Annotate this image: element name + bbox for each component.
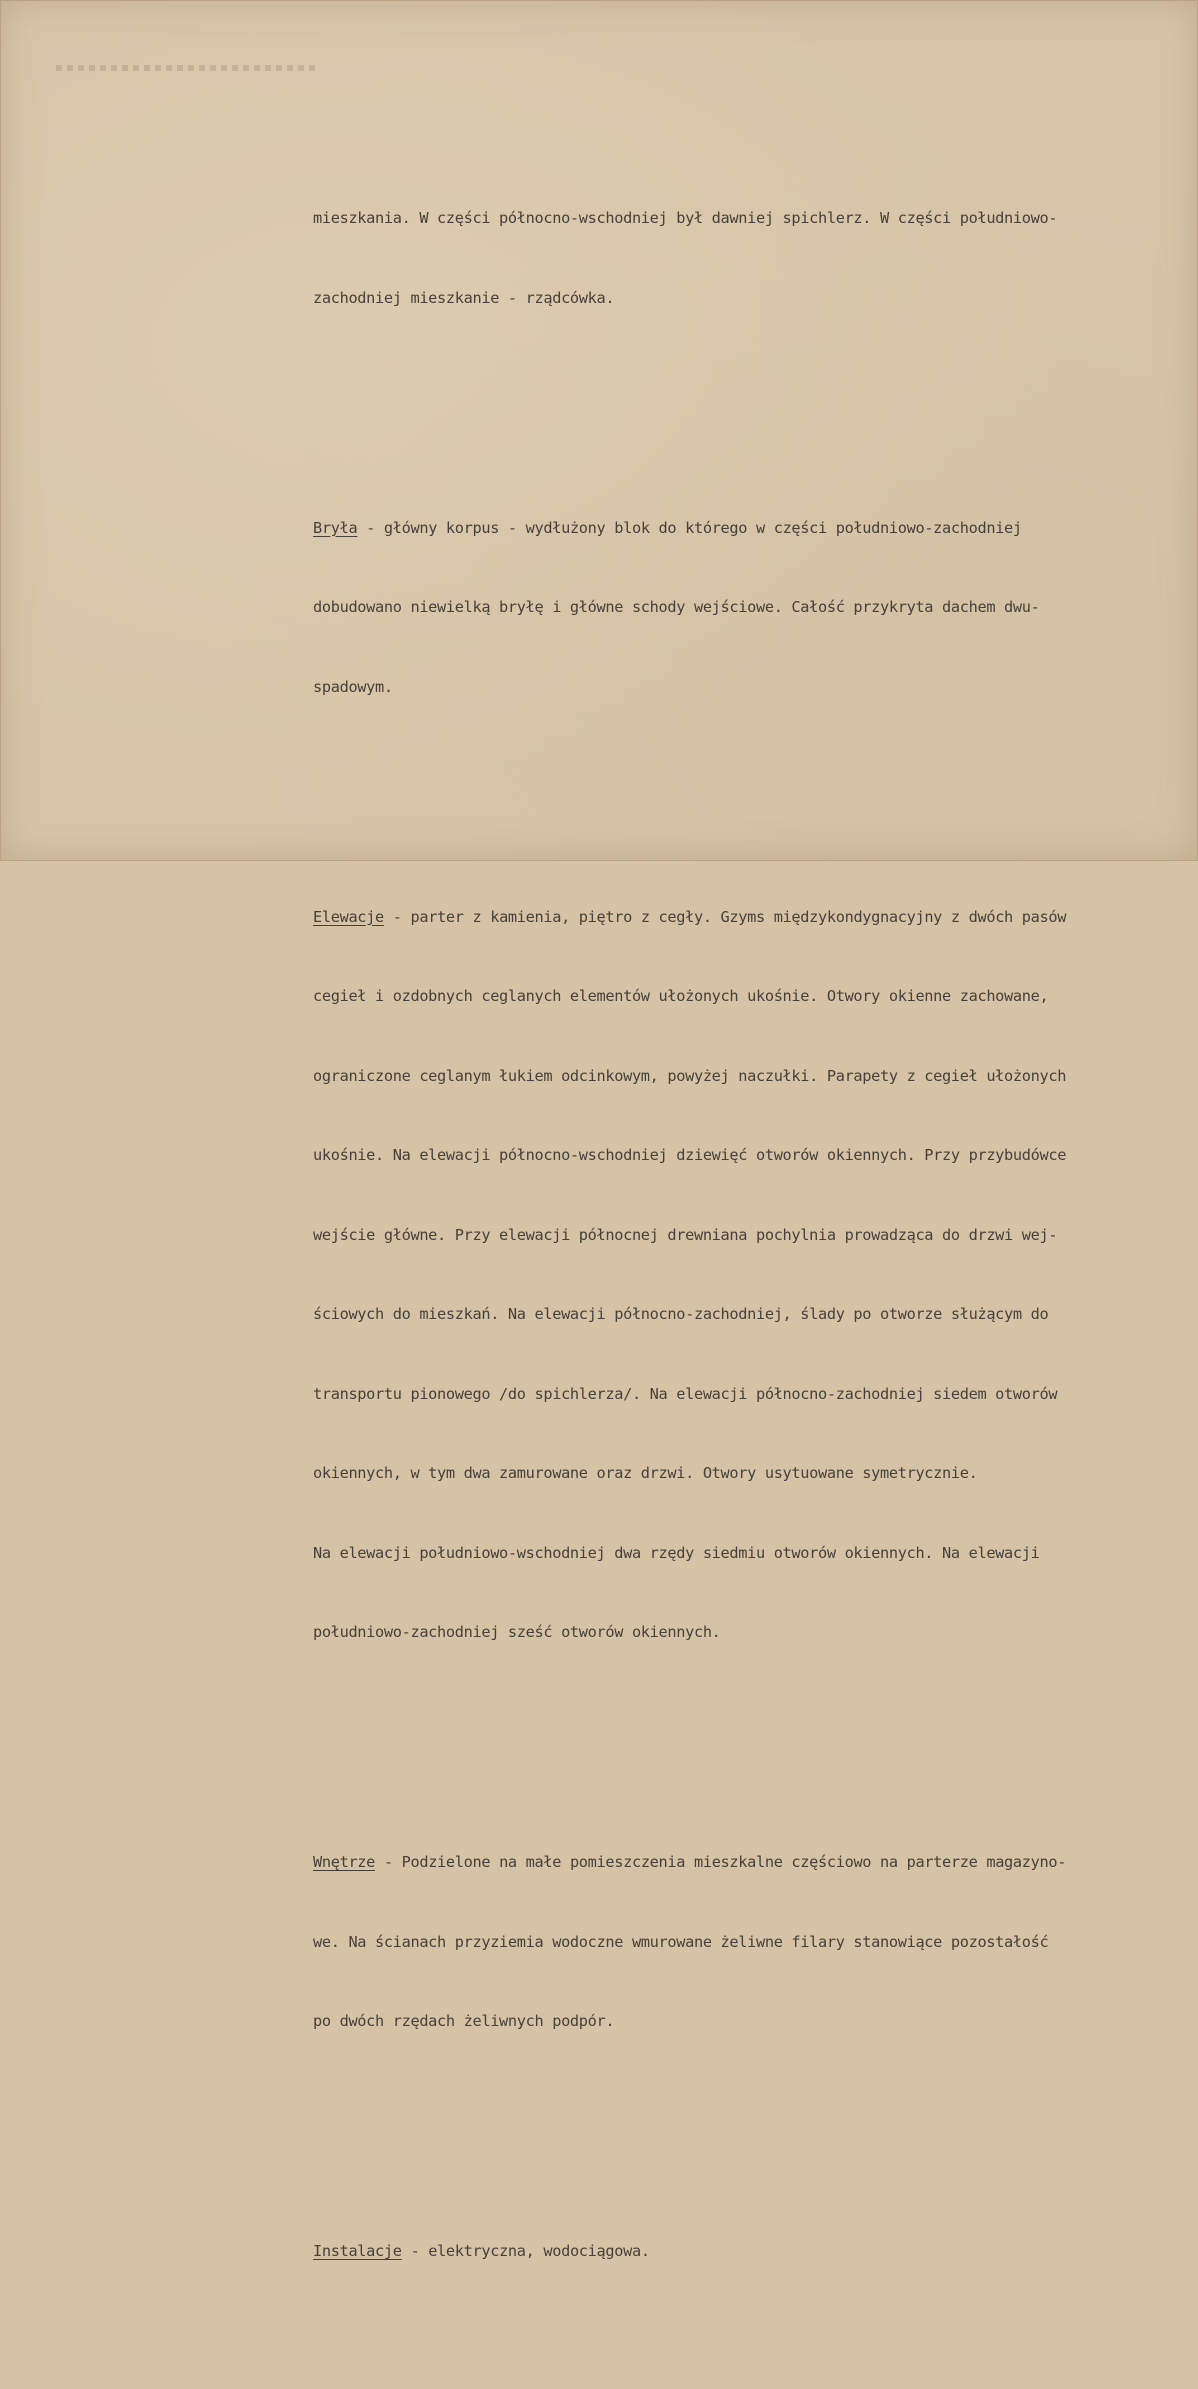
text-line: spadowym. xyxy=(313,677,393,696)
paragraph-wnetrze xyxy=(313,1796,1193,2088)
paragraph-instalacje xyxy=(313,2185,1193,2318)
text-line-rest: - elektryczna, wodociągowa. xyxy=(401,2242,650,2260)
text-line: po dwóch rzędach żeliwnych podpór. xyxy=(313,2012,615,2030)
text-line: dobudowano niewielką bryłę i główne schody wejściowe. Całość przykryta dachem dwu- xyxy=(313,598,1040,616)
text-line xyxy=(313,515,1193,542)
paragraph-elewacje xyxy=(313,851,1193,1699)
section-heading-wnetrze: Wnętrze xyxy=(313,1853,376,1871)
text-line: ograniczone ceglanym łukiem odcinkowym, powyżej naczułki. Parapety z cegieł ułożonych xyxy=(313,1066,1067,1085)
text-line xyxy=(313,2238,1193,2265)
text-line: okiennych, w tym dwa zamurowane oraz drzwi. Otwory usytuowane symetrycznie. xyxy=(313,1464,978,1482)
text-line xyxy=(313,1849,1193,1876)
text-line: zachodniej mieszkanie - rządcówka. xyxy=(313,288,615,307)
text-line: ściowych do mieszkań. Na elewacji północno-zachodniej, ślady po otworze służącym do xyxy=(313,1305,1049,1323)
text-line: cegieł i ozdobnych ceglanych elementów ułożonych ukośnie. Otwory okienne zachowane, xyxy=(313,987,1049,1005)
text-line-rest: - Podzielone na małe pomieszczenia mieszkalne częściowo na parterze magazyno- xyxy=(375,1853,1067,1871)
paragraph-intro xyxy=(313,152,1193,364)
text-line: Na elewacji południowo-wschodniej dwa rzędy siedmiu otworów okiennych. Na elewacji xyxy=(313,1543,1040,1562)
text-line-rest: - główny korpus - wydłużony blok do którego w części południowo-zachodniej xyxy=(357,518,1022,537)
text-line: we. Na ścianach przyziemia wodoczne wmurowane żeliwne filary stanowiące pozostałość xyxy=(313,1932,1049,1951)
text-line: transportu pionowego /do spichlerza/. Na elewacji północno-zachodniej siedem otworów xyxy=(313,1384,1058,1403)
paragraph-bryla xyxy=(313,462,1193,754)
text-line: południowo-zachodniej sześć otworów okiennych. xyxy=(313,1623,721,1641)
text-line: wejście główne. Przy elewacji północnej drewniana pochylnia prowadząca do drzwi wej- xyxy=(313,1225,1058,1244)
text-line: ukośnie. Na elewacji północno-wschodniej dziewięć otworów okiennych. Przy przybudówce xyxy=(313,1146,1067,1164)
section-heading-instalacje: Instalacje xyxy=(313,2242,402,2260)
text-line: mieszkania. W części północno-wschodniej był dawniej spichlerz. W części południowo- xyxy=(313,209,1058,227)
typed-text-body xyxy=(313,99,1193,2389)
text-line xyxy=(313,904,1193,931)
faded-typing-smudge xyxy=(56,65,316,71)
section-heading-bryla: Bryła xyxy=(313,518,358,537)
section-heading-elewacje: Elewacje xyxy=(313,907,384,926)
text-line-rest: - parter z kamienia, piętro z cegły. Gzyms międzykondygnacyjny z dwóch pasów xyxy=(383,907,1067,926)
